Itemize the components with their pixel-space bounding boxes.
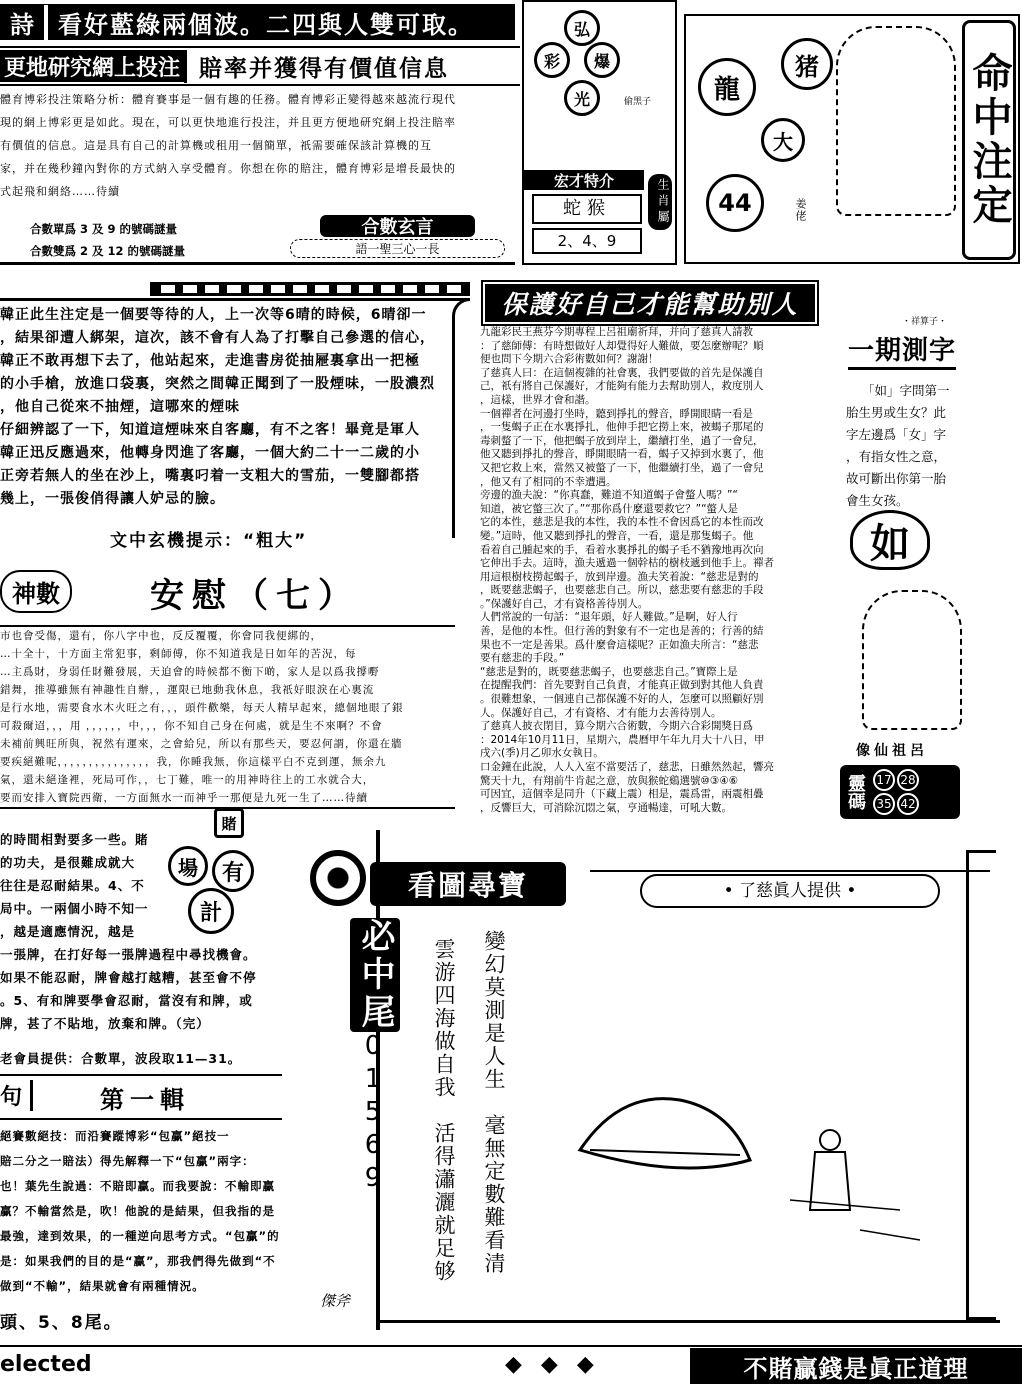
text-line: 未補前興旺所與，祝然有運來，之會給兒，所以有那些天，要忍何謂，你還在牆 (0, 738, 403, 750)
badge-char: 有 (212, 850, 254, 892)
text-line: 九龍彩民王燕芬今期專程上呂祖廟祈拜，并向了慈真人請教 (480, 326, 753, 338)
lucky-number: 35 (873, 793, 895, 815)
text-line: 的小手槍，放進口袋裏，突然之間韓正聞到了一股煙味，一股濃烈 (0, 376, 435, 392)
text-line: 氣，還未絕逢裡，死局可作，，七丁難，唯一的用神時往上的工水就合大， (0, 774, 375, 786)
text-line: 賠二分之一賠法）得先解釋一下“包贏”兩字： (0, 1154, 255, 1168)
tail-number: 1 (364, 1064, 382, 1094)
text-line: 韓正迅反應過來，他轉身閃進了客廳，一個大約二十一二歲的小 (0, 445, 420, 461)
text-line: 知道，被它螫三次了。”“那你爲什麼還要救它？”“螫人是 (480, 502, 739, 515)
article-section (480, 278, 830, 823)
legend (30, 218, 185, 262)
text-line: 它伸出手去。這時，漁夫遞過一個幹枯的樹枝遞到他手上。禪者 (480, 557, 774, 570)
test-character: 如 (850, 510, 930, 570)
text-line: 故可斷出你第一胎 (846, 471, 947, 486)
tail-number: 0 (364, 1031, 382, 1061)
tail-number: 5 (364, 1097, 382, 1127)
text-line: 仔細辨認了一下，知道這煙味來自客廳，有不之客！畢竟是軍人 (0, 422, 420, 438)
text-line: 它的本性，慈悲是我的本性，我的本性不會因爲它的本性而改 (480, 516, 764, 529)
series-result: 頭、5、8尾。 (0, 1313, 123, 1333)
text-line: 要疾絕難呢，，，，，，，，，，，，，，，我，你睡我無，你這樣平白不克到運，無余九 (0, 756, 387, 768)
tip-title: 宏才特介 (524, 170, 644, 190)
text-line: “慈悲是對的，既要慈悲蝎子，也要慈悲自己。”寶際上是 (480, 665, 738, 678)
lucky-label: 靈碼 (845, 774, 866, 810)
column-body (846, 380, 1016, 512)
eye-ornament (310, 850, 366, 906)
badge-char: 賭 (214, 808, 244, 838)
footer-slogan: 不賭贏錢是眞正道理 (690, 1348, 1022, 1384)
series-tag: 句 (0, 1080, 33, 1111)
tip-side-label: 生肖屬 (648, 174, 672, 230)
top-left-body (0, 88, 515, 203)
lottery-ball: 44 (706, 174, 764, 232)
text-line: 又把它救上來，當然又被螫了一下，他繼續打坐，過了一會兒 (480, 461, 764, 474)
badge-title: 合數玄言 (320, 215, 475, 237)
right-frame (966, 850, 996, 1320)
text-line: 一個禪者在河邊打坐時，聽到掙扎的聲音，睜開眼睛一看是 (480, 407, 753, 420)
text-line: ，結果卻遭人綁架，這次，該不會有人為了打擊自己參選的信心， (0, 330, 435, 346)
text-line: 是行水地，需要食水木火旺之有，，，頭件歡樂，每天人精早起來，總個地眼了銀 (0, 702, 404, 714)
tail-label: 必中尾 (350, 918, 400, 1032)
column-title: 一期測字 (848, 330, 956, 370)
text-line: 胎生男或生女？此 (846, 405, 947, 420)
text-line: 錯舞，推導雖無有神趣性自辦，，運限已地動我休息，我祇好眼淚在心裏流 (0, 684, 375, 696)
tail-numbers (358, 1030, 388, 1195)
text-line: 現的網上博彩更是如此。現在，可以更快地進行投注，并且更方便地研究網上投注賠率 (0, 116, 456, 129)
lottery-ball: 大 (761, 118, 805, 162)
sage-figure (836, 26, 956, 216)
treasure-title: 看圖尋寶 (370, 862, 566, 906)
story-hint: 文中玄機提示：“粗大” (110, 531, 308, 551)
figure-caption: 像仙祖呂 (856, 743, 928, 759)
immortal-figure (862, 590, 962, 730)
story-body (0, 304, 448, 511)
poem-line: 雲游四海做自我 活得瀟灑就足够 (432, 938, 456, 1283)
text-line: 如果不能忍耐，牌會越打越糟，甚至會不停 (0, 970, 257, 985)
article-title: 保護好自己才能幫助別人 (485, 284, 815, 322)
series-title: 第一輯 (100, 1086, 190, 1114)
text-line: 。5、有和牌要學會忍耐，當沒有和牌，或 (0, 993, 253, 1008)
text-line: 做到“不輸”，結果就會有兩種情況。 (0, 1279, 205, 1293)
text-line: ：2014年10月11日，星期六，農曆甲午年九月大十八日，甲 (480, 733, 765, 746)
poem-bar (0, 4, 515, 40)
text-line: 式起飛和網絡……待續 (0, 185, 120, 198)
text-line: 他又聽到掙扎的聲音，睜開眼睛一看，蝎子又掉到水裏了，他 (480, 448, 764, 461)
text-line: 家，并在幾秒鐘內對你的方式納入享受體育。你想在你的賠注，體育博彩是增長最快的 (0, 162, 456, 175)
tip-numbers: 2、4、9 (532, 228, 642, 254)
article-body (480, 326, 828, 815)
text-line: 變。”這時，他又聽到掙扎的聲音，一看，還是那隻蝎子。他 (480, 529, 754, 542)
text-line: 。”保護好自己，才有資格善待別人。 (480, 597, 649, 610)
text-line: ，一隻蝎子正在水裏掙扎，他伸手把它撈上來，被蝎子那尾的 (480, 421, 764, 434)
poem-text: 看好藍綠兩個波。二四與人雙可取。 (58, 10, 474, 39)
story-section (0, 278, 470, 551)
legend-line: 合數單爲 3 及 9 的號碼謎量 (30, 222, 178, 236)
text-line: 「如」字問第一 (862, 383, 950, 398)
top-left-section (0, 0, 520, 265)
text-line: …主爲財，身弱任財難發展，天迫會的時候都不衡下啲，家人是以爲我撐嘢 (0, 666, 380, 678)
text-line: 韓正不敢再想下去了，他站起來，走進書房從抽屜裏拿出一把極 (0, 353, 420, 369)
text-line: 的時間相對要多一些。賭 (0, 832, 149, 847)
circle-char: 彩 (534, 42, 570, 78)
text-line: …十全十，十方面主常犯事，剩師傅，你不知道我是日如年的苦況，每 (0, 648, 357, 660)
lucky-number: 28 (897, 769, 919, 791)
treasure-picture (560, 1030, 940, 1250)
text-line: 驚天十九，有翔前牛肯起之意，放與猴蛇鷄選號⑩③④⑥ (480, 774, 739, 787)
series-section (0, 1050, 285, 1340)
headline-a: 更地研究網上投注 (0, 50, 184, 82)
landscape-illustration (560, 1030, 940, 1250)
circle-note: 偷黑子 (624, 97, 652, 107)
text-line: 幾上，一張俊俏得讓人妒忌的臉。 (0, 491, 225, 507)
text-line: 了慈真人曰：在這個複雜的社會裏，我們要做的首先是保護自 (480, 366, 764, 379)
tip-animals: 蛇猴 (532, 194, 642, 224)
text-line: 便也問下今期六合彩術數如何？謝謝！ (480, 353, 659, 366)
text-line: ，越是適應情況，越是 (0, 924, 136, 939)
text-line: 旁邊的漁夫說：“你真蠢，難道不知道蝎子會螫人嗎？”“ (480, 489, 738, 502)
badge-char: 場 (168, 846, 208, 886)
tail-number: 6 (364, 1130, 382, 1160)
poem-tag: 詩 (0, 5, 48, 40)
top-middle-section (522, 0, 677, 265)
text-line: 體育博彩投注策略分析：體育賽事是一個有趣的任務。體育博彩正變得越來越流行現代 (0, 93, 456, 106)
text-line: 要有慈悲的手段。” (480, 652, 565, 665)
text-line: 也！葉先生說過：不賠即贏。而我要說：不輸即贏 (0, 1179, 275, 1193)
text-line: 一張牌，在打好每一張牌過程中尋找機會。 (0, 947, 257, 962)
badge-cloud (290, 215, 505, 260)
text-line: 牌，甚了不貼地，放棄和牌。（完） (0, 1016, 210, 1031)
text-line: 會生女孩。 (846, 493, 909, 508)
lucky-box (840, 765, 960, 819)
treasure-section (290, 830, 1022, 1350)
text-line: 字左邊爲「女」字 (846, 427, 947, 442)
text-line: 果也不一定是善果。爲什麼會這樣呢？正如漁夫所言：“慈悲 (480, 638, 759, 651)
circle-char: 爆 (584, 42, 620, 78)
column-author: ・祥算子・ (902, 317, 948, 327)
text-line: 口金鐘在此說，人人入室不當要活了，慈悲，日雖然然起，響亮 (480, 761, 774, 773)
badge-subtitle: 語一聖三心一長 (290, 239, 505, 258)
text-line: 人們常說的一句話：“退年頭，好人難做。”是啊，好人行 (480, 611, 738, 624)
text-line: ，這樣，世界才會和諧。 (480, 393, 596, 406)
treasure-provider: • 了慈眞人提供 • (640, 874, 940, 908)
text-line: 是：如果我們的目的是“贏”，那我們得先做到“不 (0, 1254, 276, 1268)
lottery-ball: 猪 (781, 38, 833, 90)
shenshu-body (0, 625, 455, 809)
text-line: 要而安排入寶院西衛，一方面無水一而神乎一那便是九死一生了……待續 (0, 792, 368, 804)
text-line: ：了慈師傅：有時想做好人却覺得好人難做，要怎麼辦呢？順 (480, 339, 764, 352)
text-line: 局中。一兩個小時不知一 (0, 901, 149, 916)
text-line: 善，是他的本性。但行善的對象有不一定也是善的；行善的結 (480, 625, 764, 638)
text-line: 正旁若無人的坐在沙上，嘴裏叼着一支粗大的雪茄，一雙腳都搭 (0, 468, 420, 484)
circle-char: 弘 (564, 10, 600, 46)
text-line: 贏？不輸當然是，吹！他說的是結果，但我指的是 (0, 1204, 275, 1218)
text-line: 用這根樹枝撈起蝎子，放到岸邊。漁夫笑着說：“慈悲是對的 (480, 570, 759, 583)
text-line: 有價值的信息。這是具有自己的計算機或租用一個簡單，祇需要確保該計算機的互 (0, 139, 432, 152)
text-line: 戌六(季)月乙卯水女執日。 (480, 747, 604, 760)
text-line: 毒刺螫了一下，他把蝎子放到岸上，繼續打坐，過了一會兒， (480, 434, 764, 447)
footer-ornament: ◆ ◆ ◆ (505, 1352, 600, 1377)
vertical-title: 命中注定 (962, 20, 1016, 260)
text-line: 可殺爾迢，，，用 ，，，，，，中，，，你不知自己身在何處，就是生不來啊？不會 (0, 720, 383, 732)
text-line: 可因宜，這個幸是同升（下藏上震）相是，震爲雷，兩震相疊 (480, 788, 764, 801)
text-line: ，他自己從來不抽煙，這哪來的煙味 (0, 399, 240, 415)
headline-b: 賠率并獲得有價值信息 (184, 50, 449, 83)
author: 姜佬 (794, 198, 807, 222)
series-body (0, 1124, 285, 1299)
text-line: ，既要慈悲蝎子，也要慈悲自己。所以，慈悲要有慈悲的手段 (480, 584, 764, 597)
shenshu-section (0, 560, 460, 815)
top-right-section (684, 14, 1020, 264)
text-line: 最強，達到效果，的一種逆向思考方式。“包贏”的 (0, 1229, 280, 1243)
text-line: 絕賽數絕技：而沿賽蹤博彩“包贏”絕技一 (0, 1129, 230, 1143)
text-line: 市也會受傷，還有，你八字中也，反反覆覆，你會同我便綁的， (0, 630, 322, 642)
shenshu-title: 安慰（七） (150, 576, 360, 616)
lottery-ball: 龍 (698, 58, 756, 116)
badge-char: 計 (188, 888, 234, 934)
circle-char: 光 (564, 80, 600, 116)
text-line: 的功夫，是很難成就大 (0, 855, 136, 870)
shenshu-tag: 神數 (0, 570, 72, 613)
text-line: 老會員提供：合數單，波段取11—31。 (0, 1051, 242, 1066)
tail-number: 9 (364, 1163, 382, 1193)
text-line: 看着自己腫起來的手，看着水裏掙扎的蝎子毛不猶豫地再次向 (480, 543, 764, 556)
signature: 傑斧 (320, 1292, 351, 1310)
text-line: 己，祇有將自己保護好，才能夠有能力去幫助別人，救度別人 (480, 380, 764, 393)
text-line: 韓正此生注定是一個要等待的人，上一次等6晴的時候，6晴卻一 (0, 307, 427, 323)
tactics-section (0, 814, 290, 1066)
lucky-number: 17 (873, 769, 895, 791)
right-column (840, 300, 1022, 820)
headline (0, 50, 520, 82)
legend-line: 合數雙爲 2 及 12 的號碼謎量 (30, 244, 186, 258)
text-line: ，他又有了相同的不幸遭遇。 (480, 475, 617, 488)
text-line: 往往是忍耐結果。4、不 (0, 878, 145, 893)
text-line: 了慈真人披衣閉目，算今期六合術數，今期六合彩開獎日爲 (480, 720, 753, 733)
text-line: 在提醒我們：首先要對自己負責，才能真正做到對其他人負責 (480, 679, 764, 692)
text-line: 人。保護好自己，才有資格、才有能力去善待別人。 (480, 706, 722, 719)
poem-line: 變幻莫測是人生 毫無定數難看清 (482, 930, 506, 1275)
text-line: ，有指女性之意， (846, 449, 947, 464)
lucky-number: 42 (897, 793, 919, 815)
text-line: 。很難想象，一個連自己都保護不好的人，怎麼可以照顧好別 (480, 693, 764, 706)
text-line: ，反響巨大，可消除沉悶之氣，亨通暢達，可吼大數。 (480, 801, 732, 814)
footer-left-text: elected (0, 1352, 92, 1377)
